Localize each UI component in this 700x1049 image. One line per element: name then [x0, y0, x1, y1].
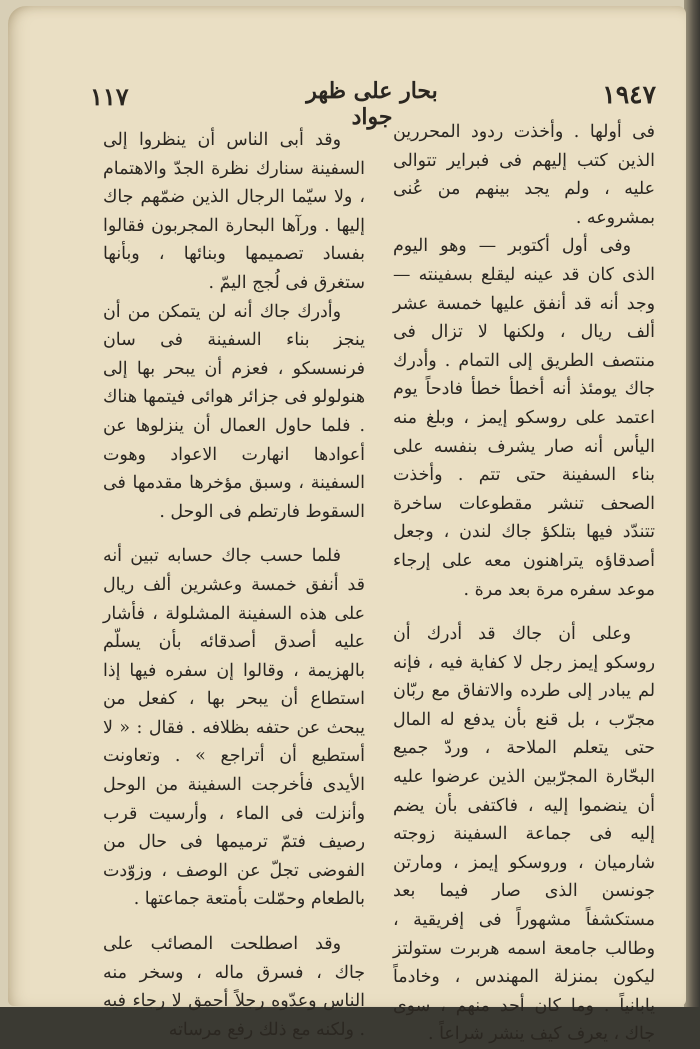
right-text-column [393, 118, 655, 1049]
left-text-column [103, 126, 365, 1044]
year-heading: ١٩٤٧ [602, 80, 656, 109]
paragraph: وفى أول أكتوبر — وهو اليوم الذى كان قد عينه ليقلع بسفينته — وجد أنه قد أنفق عليها خمسة عشر ألف ريال ، ولكنها لا تزال فى منتصف الطريق إلى التمام . وأدرك جاك يومئذ أنه أخطأ خطأ فادحاً يوم اعتمد على روسكو إيمز ، وبلغ منه اليأس أنه صار يشرف بنفسه على بناء السفينة حتى تتم . وأخذت الصحف تنشر مقطوعات ساخرة تتندّد فيها بتلكؤ جاك لندن ، وجعل أصدقاؤه يتراهنون معه على إرجاء موعد سفره مرة بعد مرة . [393, 236, 655, 600]
book-binding [684, 0, 700, 1007]
paragraph: وقد اصطلحت المصائب على جاك ، فسرق ماله ، وسخر منه الناس وعدّوه رجلاً أحمق لا رجاء فيه . ولكنه مع ذلك رفع مرساته [103, 934, 365, 1040]
paragraph-gap [103, 526, 365, 542]
paragraph: وعلى أن جاك قد أدرك أن روسكو إيمز رجل لا كفاية فيه ، فإنه لم يبادر إلى طرده والاتفاق مع ربّان مجرّب ، بل قنع بأن يدفع له المال حتى يتعلم الملاحة ، وردّ جميع البحّارة المجرّبين الذين عرضوا عليه أن ينضموا إليه ، فاكتفى بأن يضم إليه فى جماعة السفينة زوجته شارميان ، وروسكو إيمز ، ومارتن جونسن الذى صار فيما بعد مستكشفاً مشهوراً فى إفريقية ، وطالب جامعة اسمه هربرت ستولتز ليكون بمنزلة المهندس ، وخادماً يابانياً . وما كان أحد منهم ، سوى جاك ، يعرف كيف ينشر شراعاً . [393, 624, 655, 1045]
paragraph-gap [103, 914, 365, 930]
page-header [82, 76, 662, 130]
paragraph-gap [393, 604, 655, 620]
paragraph: وأدرك جاك أنه لن يتمكن من أن ينجز بناء السفينة فى سان فرنسسكو ، فعزم أن يبحر بها إلى هنولولو فى جزائر هوائى فيتمها هناك . فلما حاول العمال أن ينزلوها عن أعوادها انهارت الاعواد وهوت السفينة ، وسبق مؤخرها مقدمها فى السقوط فارتطم فى الوحل . [103, 301, 365, 522]
running-title: بحار على ظهر جواد [306, 78, 438, 130]
paragraph: وقد أبى الناس أن ينظروا إلى السفينة سنارك نظرة الجدّ والاهتمام ، ولا سيّما الرجال الذين ضمّهم جاك إليها . ورآها البحارة المجربون فقالوا بفساد تصميمها وبنائها ، وبأنها ستغرق فى لُجج اليمّ . [103, 130, 365, 293]
paragraph: فلما حسب جاك حسابه تبين أنه قد أنفق خمسة وعشرين ألف ريال على هذه السفينة المشلولة ، فأشار عليه أصدق أصدقائه بأن يسلّم بالهزيمة ، وقالوا إن سفره فيها إذا استطاع أن يبحر بها ، كفعل من يبحث عن حتفه بظلافه . فقال : « لا أستطيع أن أتراجع » . وتعاونت الأيدى فأخرجت السفينة من الوحل وأنزلت فى الماء ، وأرسيت قرب رصيف فتمّ ترميمها فى حال من الفوضى تجلّ عن الوصف ، وزوّدت بالطعام وحمّلت بأمتعة جماعتها . [103, 546, 365, 910]
page-number: ١١٧ [90, 82, 129, 111]
paragraph: فى أولها . وأخذت ردود المحررين الذين كتب إليهم فى فبراير تتوالى عليه ، ولم يجد بينهم من عُنى بمشروعه . [393, 122, 655, 228]
book-page [8, 6, 686, 1045]
